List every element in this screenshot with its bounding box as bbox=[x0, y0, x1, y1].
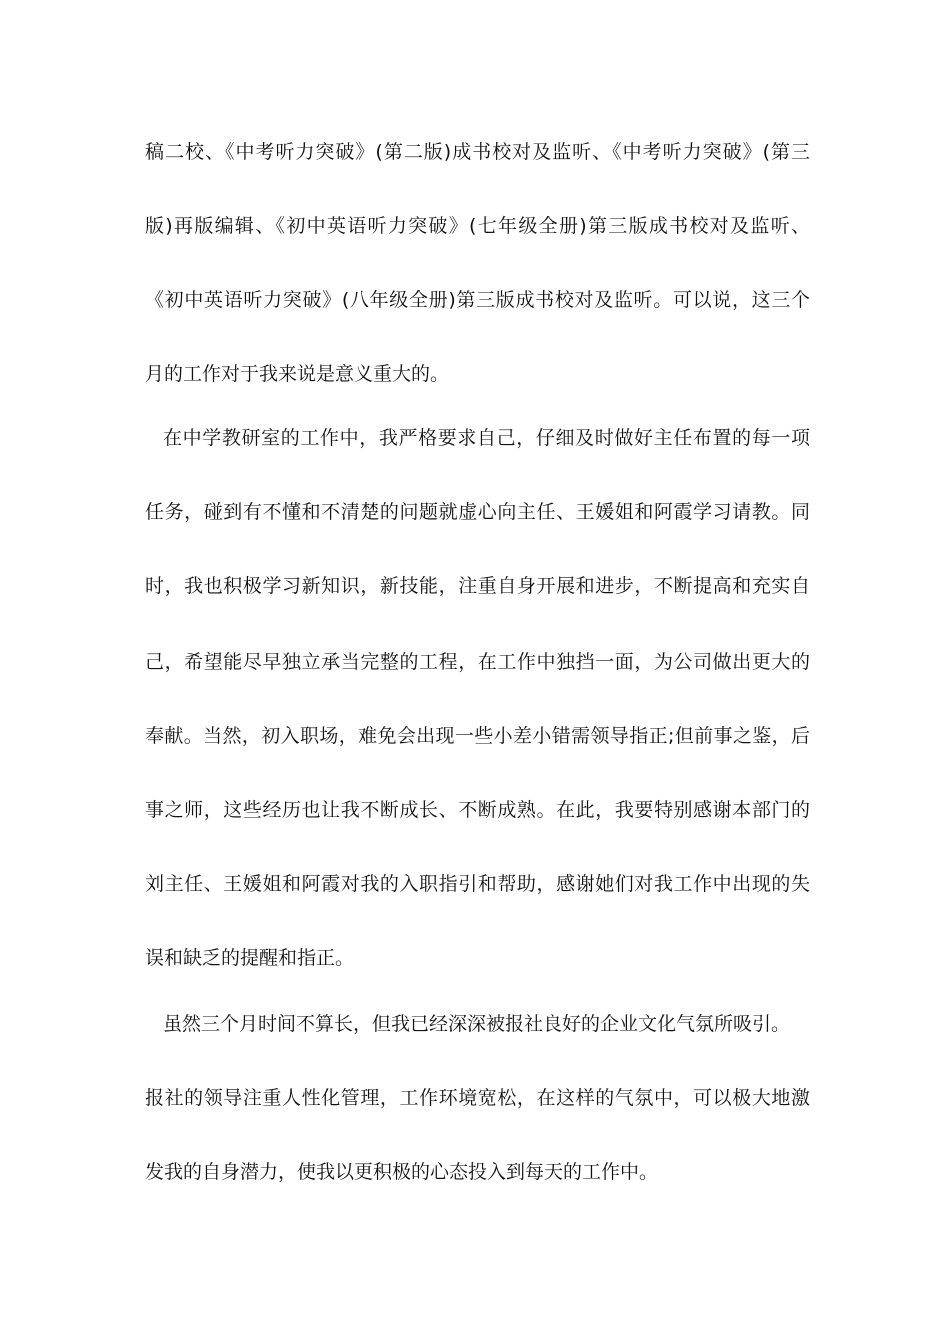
paragraph-2-line-4: 己，希望能尽早独立承当完整的工程，在工作中独挡一面，为公司做出更大的 bbox=[145, 651, 810, 673]
paragraph-1-line-1: 稿二校、《中考听力突破》(第二版)成书校对及监听、《中考听力突破》(第三 bbox=[145, 141, 810, 163]
paragraph-1-line-4: 月的工作对于我来说是意义重大的。 bbox=[145, 363, 450, 385]
paragraph-2-line-2: 任务，碰到有不懂和不清楚的问题就虚心向主任、王媛姐和阿霞学习请教。同 bbox=[145, 501, 810, 523]
paragraph-2-line-3: 时，我也积极学习新知识，新技能，注重自身开展和进步，不断提高和充实自 bbox=[145, 575, 810, 597]
paragraph-2-line-5: 奉献。当然，初入职场，难免会出现一些小差小错需领导指正;但前事之鉴，后 bbox=[145, 725, 810, 747]
paragraph-2-line-6: 事之师，这些经历也让我不断成长、不断成熟。在此，我要特别感谢本部门的 bbox=[145, 799, 810, 821]
paragraph-3-line-1: 虽然三个月时间不算长，但我已经深深被报社良好的企业文化气氛所吸引。 bbox=[163, 1013, 791, 1035]
paragraph-3-line-2: 报社的领导注重人性化管理，工作环境宽松，在这样的气氛中，可以极大地激 bbox=[145, 1087, 810, 1109]
paragraph-3-line-3: 发我的自身潜力，使我以更积极的心态投入到每天的工作中。 bbox=[145, 1161, 659, 1183]
paragraph-2-line-7: 刘主任、王媛姐和阿霞对我的入职指引和帮助，感谢她们对我工作中出现的失 bbox=[145, 873, 810, 895]
paragraph-1-line-2: 版)再版编辑、《初中英语听力突破》(七年级全册)第三版成书校对及监听、 bbox=[145, 215, 810, 237]
paragraph-2-line-8: 误和缺乏的提醒和指正。 bbox=[145, 947, 355, 969]
paragraph-1-line-3: 《初中英语听力突破》(八年级全册)第三版成书校对及监听。可以说，这三个 bbox=[145, 289, 810, 311]
paragraph-2-line-1: 在中学教研室的工作中，我严格要求自己，仔细及时做好主任布置的每一项 bbox=[163, 427, 810, 449]
